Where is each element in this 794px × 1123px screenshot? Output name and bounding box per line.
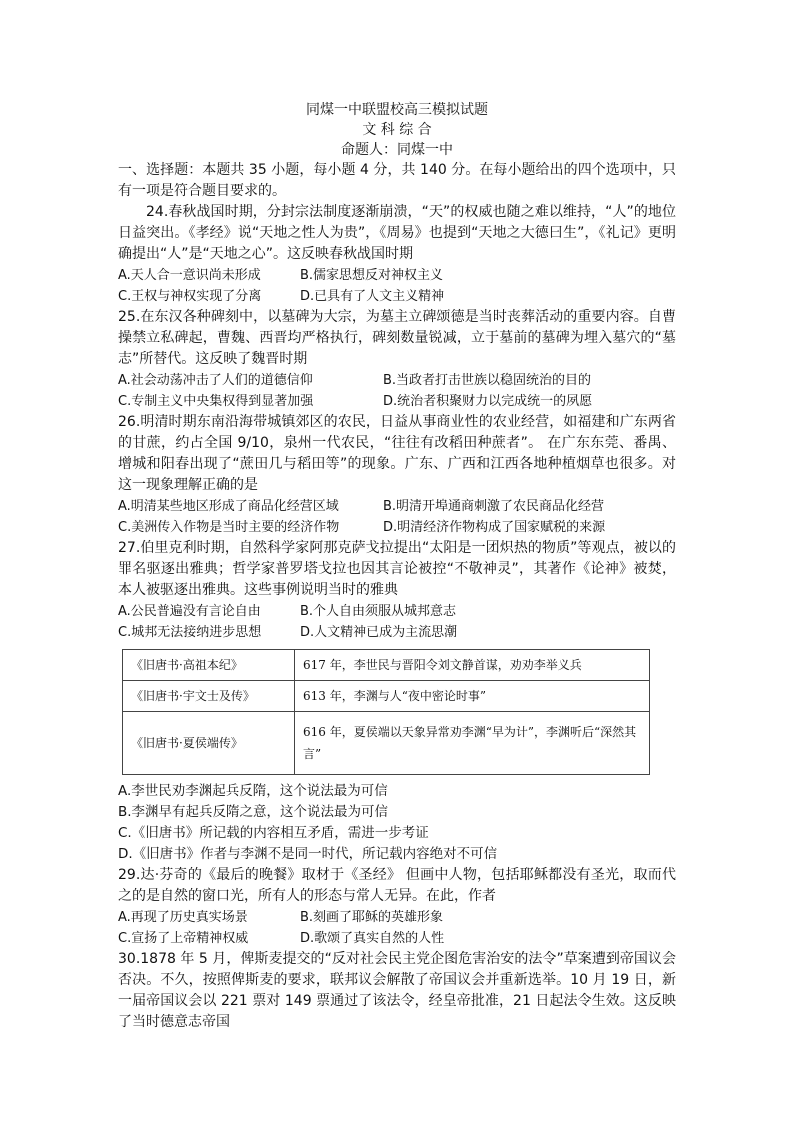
table-row (123, 712, 650, 775)
option-c: C.美洲传入作物是当时主要的经济作物 (118, 520, 340, 535)
question-26-options-row2 (118, 517, 676, 538)
exam-title: 同煤一中联盟校高三模拟试题 (306, 102, 488, 118)
question-26-stem: 26.明清时期东南沿海带城镇郊区的农民，日益从事商业性的农业经营，如福建和广东两省的甘蔗，约占全国 9/10，泉州一代农民，“往往有改稻田种蔗者”。 在广东东莞、番禺、增城和阳春出现了“蔗田几与稻田等”的现象。广东、广西和江西各地种植烟草也很多。对这一现象理解正确的是 (118, 414, 676, 493)
option-b: B.明清开埠通商刺激了农民商品化经营 (383, 499, 605, 514)
question-24-options-row1 (118, 265, 676, 286)
question-29-options-row2 (118, 928, 676, 949)
table-row (123, 681, 650, 712)
question-25-options-row1 (118, 370, 676, 391)
table-row (123, 650, 650, 681)
option-d: D.人文精神已成为主流思潮 (300, 625, 458, 640)
exam-author: 命题人：同煤一中 (341, 142, 453, 158)
table-cell-content: 617 年，李世民与晋阳令刘文静首谋，劝劝李举义兵 (295, 650, 650, 681)
question-26-options-row1 (118, 496, 676, 517)
question-28-option-c: C.《旧唐书》所记载的内容相互矛盾，需进一步考证 (118, 825, 429, 841)
question-24-stem: 24.春秋战国时期，分封宗法制度逐渐崩溃，“天”的权威也随之难以维持，“人”的地位日益突出。《孝经》说“天地之性人为贵”，《周易》也提到“天地之大德曰生”，《礼记》更明确提出“人”是“天地之心”。这反映春秋战国时期 (118, 204, 676, 262)
question-28-option-d: D.《旧唐书》作者与李渊不是同一时代，所记载内容绝对不可信 (118, 846, 498, 862)
source-table (122, 649, 650, 775)
option-a: A.明清某些地区形成了商品化经营区域 (118, 499, 339, 514)
table-cell-content: 613 年，李渊与人“夜中密论时事” (295, 681, 650, 712)
option-b: B.刻画了耶稣的英雄形象 (300, 910, 444, 925)
table-cell-source: 《旧唐书·夏侯端传》 (123, 712, 295, 775)
section-instructions: 一、选择题：本题共 35 小题，每小题 4 分，共 140 分。在每小题给出的四个选项中，只有一项是符合题目要求的。 (118, 162, 676, 199)
question-28-option-b: B.李渊早有起兵反隋之意，这个说法最为可信 (118, 804, 389, 820)
option-c: C.专制主义中央集权得到显著加强 (118, 394, 314, 409)
option-c: C.城邦无法接纳进步思想 (118, 625, 262, 640)
option-c: C.王权与神权实现了分离 (118, 289, 262, 304)
question-27-stem: 27.伯里克利时期，自然科学家阿那克萨戈拉提出“太阳是一团炽热的物质”等观点，被以的罪名驱逐出雅典；哲学家普罗塔戈拉也因其言论被控“不敬神灵”，其著作《论神》被焚，本人被驱逐出雅典。这些事例说明当时的雅典 (118, 540, 676, 598)
option-a: A.再现了历史真实场景 (118, 910, 248, 925)
option-a: A.公民普遍没有言论自由 (118, 604, 261, 619)
table-cell-content: 616 年，夏侯端以天象异常劝李渊“早为计”，李渊听后“深然其言” (295, 712, 650, 775)
option-b: B.当政者打击世族以稳固统治的目的 (383, 373, 592, 388)
option-a: A.天人合一意识尚未形成 (118, 268, 261, 283)
question-27-options-row1 (118, 601, 676, 622)
option-b: B.儒家思想反对神权主义 (300, 268, 444, 283)
question-27-options-row2 (118, 622, 676, 643)
question-29-stem: 29.达·芬奇的《最后的晚餐》取材于《圣经》 但画中人物，包括耶稣都没有圣光，取而代之的是自然的窗口光，所有人的形态与常人无异。在此，作者 (118, 867, 676, 904)
option-d: D.统治者积聚财力以完成统一的夙愿 (383, 394, 593, 409)
table-cell-source: 《旧唐书·宇文士及传》 (123, 681, 295, 712)
exam-subject: 文 科 综 合 (362, 122, 432, 138)
question-29-options-row1 (118, 907, 676, 928)
option-a: A.社会动荡冲击了人们的道德信仰 (118, 373, 313, 388)
question-24-options-row2 (118, 286, 676, 307)
option-d: D.歌颂了真实自然的人性 (300, 931, 445, 946)
exam-page (118, 100, 676, 1033)
table-cell-source: 《旧唐书·高祖本纪》 (123, 650, 295, 681)
question-25-stem: 25.在东汉各种碑刻中，以墓碑为大宗，为墓主立碑颂德是当时丧葬活动的重要内容。自曹操禁立私碑起，曹魏、西晋均严格执行，碑刻数量锐减，立于墓前的墓碑为埋入墓穴的“墓志”所替代。这反映了魏晋时期 (118, 309, 676, 367)
question-28-option-a: A.李世民劝李渊起兵反隋，这个说法最为可信 (118, 783, 388, 799)
option-d: D.已具有了人文主义精神 (300, 289, 445, 304)
question-30-stem: 30.1878 年 5 月，俾斯麦提交的“反对社会民主党企图危害治安的法令”草案遭到帝国议会否决。不久，按照俾斯麦的要求，联邦议会解散了帝国议会并重新选举。10 月 19 日，新一届帝国议会以 221 票对 149 票通过了该法令，经皇帝批准，21 日起法令生效。这反映了当时德意志帝国 (118, 951, 676, 1030)
option-d: D.明清经济作物构成了国家赋税的来源 (383, 520, 606, 535)
option-c: C.宣扬了上帝精神权威 (118, 931, 249, 946)
option-b: B.个人自由须服从城邦意志 (300, 604, 457, 619)
question-25-options-row2 (118, 391, 676, 412)
